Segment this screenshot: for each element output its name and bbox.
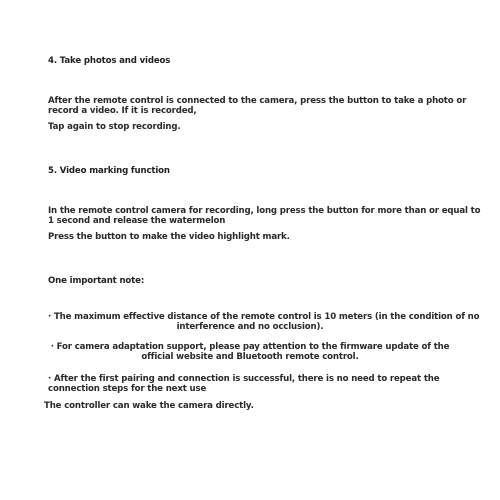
section-5-paragraph-line-3: Press the button to make the video highlight mark.	[48, 232, 290, 242]
note-bullet-3-line-1: · After the first pairing and connection is successful, there is no need to repeat the	[48, 374, 440, 384]
section-5-heading: 5. Video marking function	[48, 166, 170, 176]
section-5-paragraph-line-1: In the remote control camera for recording, long press the button for more than or equal to	[48, 206, 481, 216]
section-4-heading: 4. Take photos and videos	[48, 56, 171, 66]
section-5-paragraph-line-2: 1 second and release the watermelon	[48, 216, 226, 226]
note-bullet-1-line-2: interference and no occlusion).	[176, 322, 324, 332]
note-bullet-2-line-1: · For camera adaptation support, please pay attention to the firmware update of the	[50, 342, 450, 352]
section-4-paragraph-line-3: Tap again to stop recording.	[48, 122, 181, 132]
section-4-paragraph-line-1: After the remote control is connected to the camera, press the button to take a photo or	[48, 96, 467, 106]
important-note-heading: One important note:	[48, 276, 145, 286]
note-bullet-3-line-2: connection steps for the next use	[48, 384, 207, 394]
section-4-paragraph-line-2: record a video. If it is recorded,	[48, 106, 197, 116]
note-bullet-1-line-1: · The maximum effective distance of the remote control is 10 meters (in the condition of no	[48, 312, 480, 322]
note-closing-text: The controller can wake the camera directly.	[44, 401, 254, 411]
note-bullet-2-line-2: official website and Bluetooth remote control.	[141, 352, 359, 362]
